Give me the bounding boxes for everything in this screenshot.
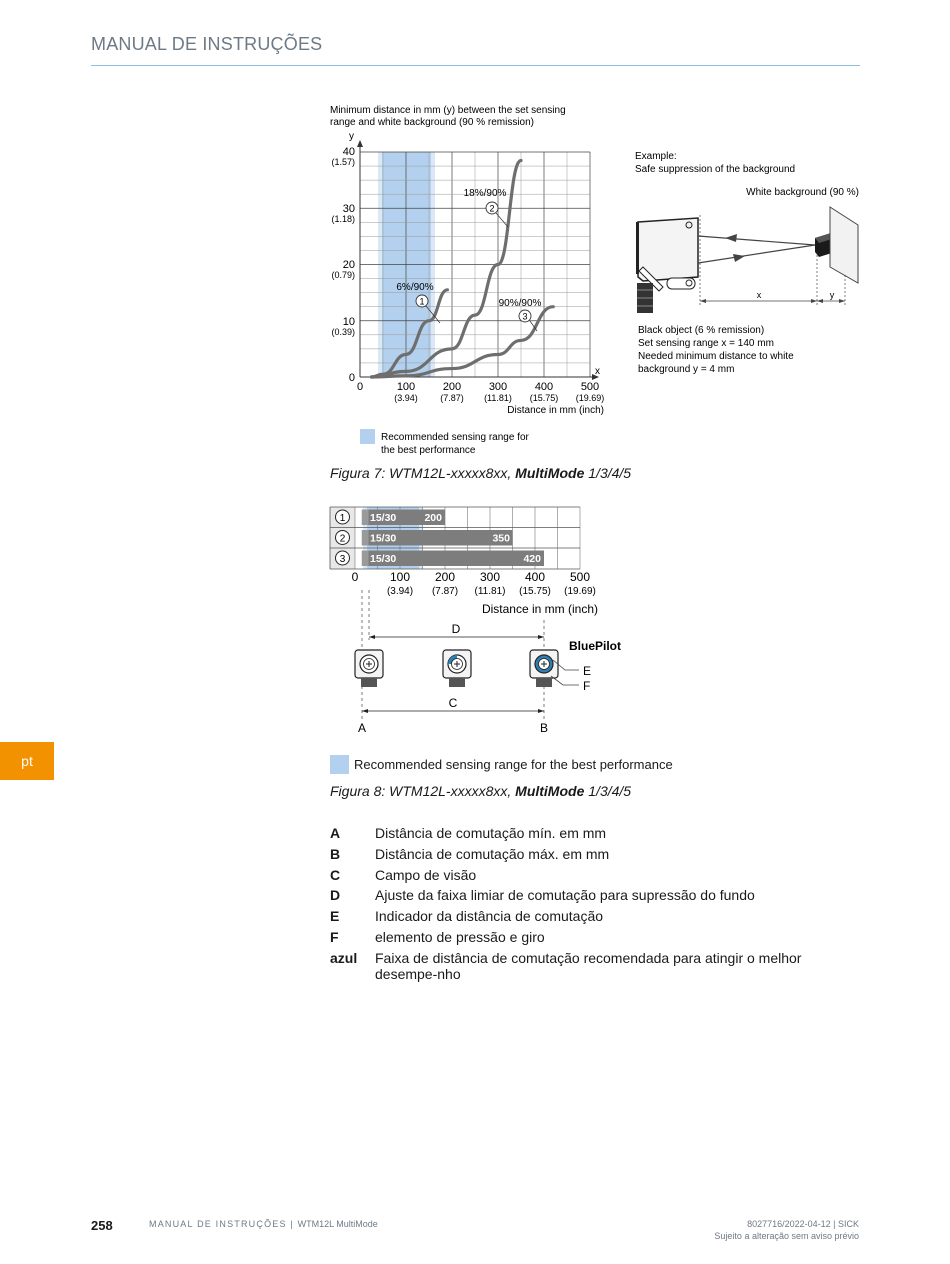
y-tick (331, 203, 355, 224)
label-f: F (583, 679, 591, 693)
svg-text:3: 3 (522, 311, 528, 322)
svg-text:500: 500 (569, 570, 591, 584)
x-tick (352, 570, 359, 584)
bar-min-label: 15/30 (370, 532, 397, 545)
example-note: Black object (6 % remission) (638, 325, 765, 336)
svg-text:(0.39): (0.39) (331, 327, 355, 337)
key-list-item: C Campo de visão (330, 866, 477, 883)
x-axis-letter: x (595, 366, 600, 377)
legend-label: the best performance (381, 445, 476, 456)
dimension-y-label: y (829, 290, 835, 300)
svg-text:300: 300 (488, 381, 508, 393)
example-heading: Example: (635, 151, 677, 162)
x-tick (484, 381, 512, 403)
x-tick (530, 381, 559, 403)
svg-text:(7.87): (7.87) (431, 586, 459, 597)
bar-min-label: 15/30 (370, 512, 397, 524)
svg-text:(11.81): (11.81) (474, 586, 506, 597)
x-tick (440, 381, 464, 403)
sensor-illustration (636, 218, 698, 313)
header-divider (91, 65, 860, 66)
svg-text:(15.75): (15.75) (529, 393, 559, 403)
key-list-item: F elemento de pressão e giro (330, 928, 545, 945)
x-tick (576, 381, 605, 403)
dimension-x-label: x (756, 290, 762, 300)
svg-text:0: 0 (351, 570, 359, 584)
x-tick (432, 570, 458, 597)
svg-text:10: 10 (342, 316, 355, 328)
row-number-2 (336, 531, 350, 545)
example-heading: Safe suppression of the background (635, 164, 796, 175)
svg-text:(3.94): (3.94) (394, 393, 418, 403)
disclaimer: Sujeito a alteração sem aviso prévio (714, 1231, 859, 1241)
svg-text:3: 3 (339, 554, 346, 565)
curve-label-2 (464, 188, 508, 227)
example-note: background y = 4 mm (638, 364, 735, 375)
knob-mid-position (443, 650, 471, 687)
svg-text:40: 40 (342, 146, 355, 158)
svg-text:18%/90%: 18%/90% (463, 188, 507, 199)
key-list-item: E Indicador da distância de comutação (330, 908, 604, 925)
chart-title: Minimum distance in mm (y) between the set sensing (330, 105, 566, 116)
x-tick (394, 381, 418, 403)
x-tick (519, 570, 551, 597)
key-list-item: B Distância de comutação máx. em mm (330, 845, 610, 862)
y-tick (331, 146, 355, 167)
x-tick (475, 570, 506, 597)
page-header-title: MANUAL DE INSTRUÇÕES (91, 34, 323, 54)
x-axis-label: Distance in mm (inch) (481, 602, 598, 616)
label-c: C (448, 696, 458, 710)
document-number: 8027716/2022-04-12 | SICK (747, 1219, 859, 1229)
key-list (330, 825, 860, 987)
svg-text:(11.81): (11.81) (484, 393, 512, 403)
x-tick (357, 381, 363, 393)
figure-7-caption: Figura 7: WTM12L-xxxxx8xx, MultiMode 1/3/4/5 (330, 465, 632, 481)
svg-text:1: 1 (419, 296, 425, 307)
svg-text:0: 0 (348, 372, 355, 384)
svg-text:300: 300 (479, 570, 501, 584)
bar-min-label: 15/30 (370, 553, 397, 565)
label-a: A (357, 721, 367, 735)
row-number-3 (336, 551, 350, 565)
svg-text:400: 400 (534, 381, 554, 393)
white-background-panel (830, 207, 858, 283)
figure-8-caption: Figura 8: WTM12L-xxxxx8xx, MultiMode 1/3/4/5 (330, 783, 632, 799)
legend-swatch (360, 429, 375, 444)
white-background-label: White background (90 %) (746, 187, 859, 198)
label-d: D (451, 622, 461, 636)
svg-text:6%/90%: 6%/90% (396, 282, 434, 293)
light-beam (698, 234, 815, 263)
row-number-1 (336, 510, 350, 524)
bar-max-label: 420 (523, 553, 541, 565)
svg-text:2: 2 (339, 533, 346, 545)
x-axis-label: Distance in mm (inch) (507, 405, 604, 416)
key-list-item: A Distância de comutação mín. em mm (330, 825, 607, 841)
svg-text:20: 20 (342, 259, 355, 271)
knob-min-position (355, 650, 383, 687)
svg-text:90%/90%: 90%/90% (498, 298, 542, 309)
svg-text:(15.75): (15.75) (519, 586, 551, 597)
y-tick (331, 316, 355, 337)
figure-7 (325, 95, 865, 465)
svg-text:100: 100 (396, 381, 416, 393)
y-tick (331, 259, 355, 280)
svg-text:200: 200 (434, 570, 456, 584)
svg-text:(7.87): (7.87) (440, 393, 464, 403)
footer-document-info (714, 1218, 859, 1242)
y-tick (349, 372, 355, 384)
svg-text:(3.94): (3.94) (386, 586, 414, 597)
figure-8 (325, 500, 645, 745)
language-tab[interactable]: pt (0, 742, 54, 780)
bar-max-label: 350 (492, 532, 510, 545)
bar-min-segment (362, 530, 369, 546)
example-note: Needed minimum distance to white (638, 351, 794, 362)
bar-min-segment (362, 510, 369, 526)
svg-text:(19.69): (19.69) (564, 586, 596, 597)
svg-text:2: 2 (489, 203, 495, 214)
page-number: 258 (91, 1218, 113, 1233)
svg-text:0: 0 (356, 381, 364, 393)
svg-text:200: 200 (442, 381, 462, 393)
label-e: E (583, 664, 592, 678)
svg-text:1: 1 (339, 513, 346, 524)
chart-title: range and white background (90 % remission) (330, 117, 534, 128)
x-tick (387, 570, 413, 597)
key-list-item: azul Faixa de distância de comutação recomendada para atingir o melhor desempe-nho (330, 949, 802, 982)
svg-text:(19.69): (19.69) (575, 393, 605, 403)
figure-8-legend (330, 755, 673, 774)
svg-text:100: 100 (389, 570, 411, 584)
key-list-item: D Ajuste da faixa limiar de comutação para supressão do fundo (330, 887, 755, 904)
bar-max-label: 200 (424, 512, 442, 524)
svg-text:(0.79): (0.79) (331, 270, 355, 280)
label-b: B (539, 721, 549, 735)
svg-text:30: 30 (342, 203, 355, 215)
bar-min-segment (362, 551, 369, 567)
example-note: Set sensing range x = 140 mm (638, 338, 774, 349)
legend-swatch (330, 755, 349, 774)
dimension-lines (700, 215, 845, 307)
legend-label: Recommended sensing range for the best performance (354, 757, 673, 772)
knob-max-position (530, 650, 558, 687)
svg-text:500: 500 (580, 381, 600, 393)
svg-text:400: 400 (524, 570, 546, 584)
x-tick (564, 570, 596, 597)
svg-text:(1.18): (1.18) (331, 214, 355, 224)
y-axis-letter: y (349, 131, 354, 142)
bluepilot-label: BluePilot (569, 639, 622, 653)
y-axis-arrow (357, 140, 363, 147)
svg-text:(1.57): (1.57) (331, 157, 355, 167)
legend-label: Recommended sensing range for (381, 432, 529, 443)
footer-document-title: MANUAL DE INSTRUÇÕES | WTM12L MultiMode (149, 1219, 378, 1229)
